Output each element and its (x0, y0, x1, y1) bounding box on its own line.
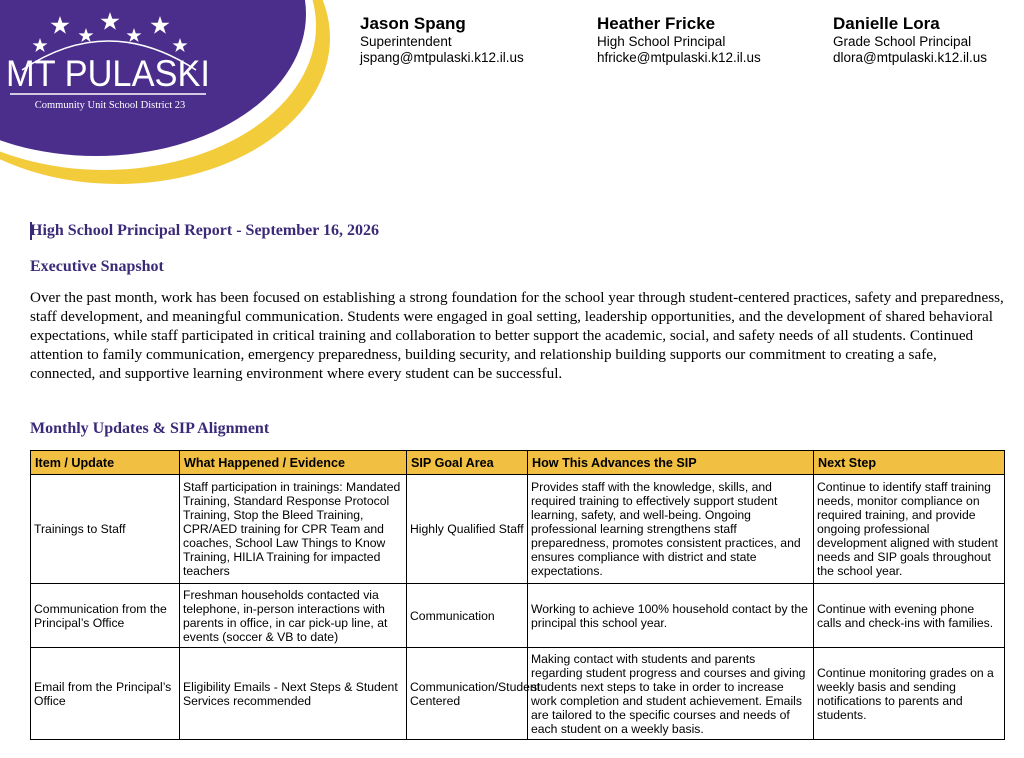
table-cell[interactable]: Communication/Student Centered (407, 648, 528, 740)
column-header-item[interactable]: Item / Update (31, 451, 180, 475)
table-cell[interactable]: Staff participation in trainings: Mandated Training, Standard Response Protocol Training, Stop the Bleed Training, CPR/AED training for CPR Team and coaches, School Law Things to Know Training, HILIA Training for impacted teachers (180, 475, 407, 584)
column-header-goal-area[interactable]: SIP Goal Area (407, 451, 528, 475)
contact-name: Heather Fricke (597, 14, 716, 33)
table-cell[interactable]: Communication from the Principal’s Office (31, 584, 180, 648)
sip-alignment-table (30, 450, 1005, 740)
table-row (31, 648, 1005, 740)
table-cell[interactable]: Continue monitoring grades on a weekly basis and sending notifications to parents and students. (814, 648, 1005, 740)
column-header-next-step[interactable]: Next Step (814, 451, 1005, 475)
contact-email: dlora@mtpulaski.k12.il.us (833, 50, 988, 65)
executive-snapshot-text[interactable]: Over the past month, work has been focused on establishing a strong foundation for the school year through student-centered practices, safety and preparedness, staff development, and meaningful communication. Students were engaged in goal setting, leadership opportunities, and the development of shared behavioral expectations, while staff participated in critical training and collaboration to better support the academic, social, and safety needs of all students. Continued attention to family communication, emergency preparedness, building security, and relationship building supports our commitment to creating a safe, connected, and supportive learning environment where every student can be successful. (30, 289, 1004, 382)
table-header-row (31, 451, 1005, 475)
contact-superintendent (360, 14, 524, 66)
report-title[interactable]: High School Principal Report - September 16, 2026 (30, 222, 380, 239)
contact-grade-school-principal (833, 14, 987, 66)
table-cell[interactable]: Making contact with students and parents regarding student progress and courses and giving students next steps to take in order to increase work completion and student achievement. Emails are tailored to the specific courses and needs of each student on a weekly basis. (528, 648, 814, 740)
column-header-evidence[interactable]: What Happened / Evidence (180, 451, 407, 475)
contact-email: hfricke@mtpulaski.k12.il.us (597, 50, 761, 65)
contact-high-school-principal (597, 14, 761, 66)
monthly-updates-heading[interactable]: Monthly Updates & SIP Alignment (30, 420, 270, 437)
table-cell[interactable]: Working to achieve 100% household contact by the principal this school year. (528, 584, 814, 648)
table-cell[interactable]: Communication (407, 584, 528, 648)
table-row (31, 475, 1005, 584)
column-header-advances[interactable]: How This Advances the SIP (528, 451, 814, 475)
table-cell[interactable]: Freshman households contacted via telephone, in-person interactions with parents in office, in car pick-up line, at events (soccer & VB to date) (180, 584, 407, 648)
contact-name: Jason Spang (360, 14, 466, 33)
contact-email: jspang@mtpulaski.k12.il.us (360, 50, 524, 65)
table-row (31, 584, 1005, 648)
table-cell[interactable]: Eligibility Emails - Next Steps & Student Services recommended (180, 648, 407, 740)
table-cell[interactable]: Continue with evening phone calls and check-ins with families. (814, 584, 1005, 648)
table-cell[interactable]: Continue to identify staff training needs, monitor compliance on required training, and provide ongoing professional development aligned with student needs and SIP goals throughout the school year. (814, 475, 1005, 584)
table-cell[interactable]: Provides staff with the knowledge, skills, and required training to effectively support student learning, safety, and well-being. Ongoing professional learning strengthens staff preparedness, promotes consistent practices, and ensures compliance with district and state expectations. (528, 475, 814, 584)
contact-role: High School Principal (597, 34, 726, 49)
contact-role: Superintendent (360, 34, 452, 49)
contact-name: Danielle Lora (833, 14, 940, 33)
table-cell[interactable]: Trainings to Staff (31, 475, 180, 584)
contact-role: Grade School Principal (833, 34, 972, 49)
district-logo (0, 0, 330, 190)
executive-snapshot-heading[interactable]: Executive Snapshot (30, 258, 164, 275)
logo-name: MT PULASKI (6, 53, 210, 94)
table-cell[interactable]: Highly Qualified Staff (407, 475, 528, 584)
table-cell[interactable]: Email from the Principal’s Office (31, 648, 180, 740)
logo-tagline: Community Unit School District 23 (34, 100, 186, 111)
